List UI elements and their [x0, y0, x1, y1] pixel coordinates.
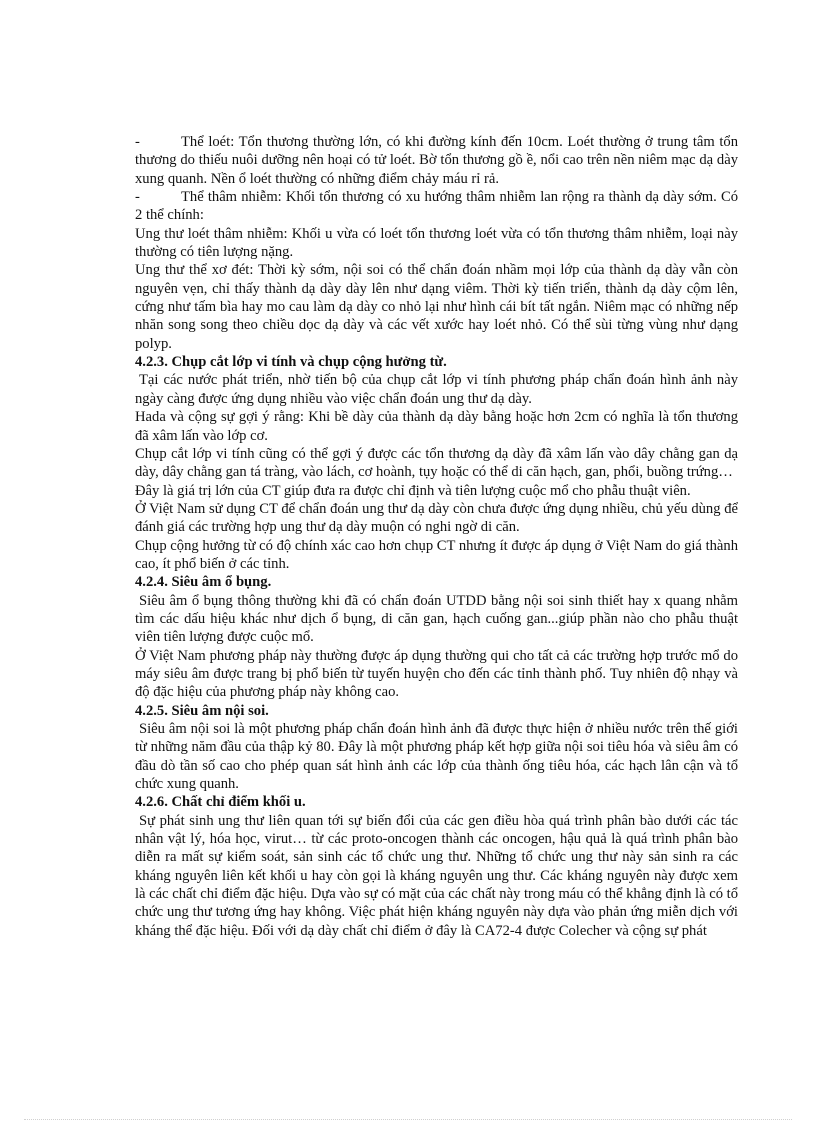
- body-paragraph: [135, 500, 738, 537]
- body-paragraph: [135, 592, 738, 647]
- paragraph-text: Hada và cộng sự gợi ý rằng: Khi bề dày của thành dạ dày bằng hoặc hơn 2cm có nghĩa là tổn thương đã xâm lấn vào lớp cơ.: [135, 409, 738, 444]
- paragraph-text: Ở Việt Nam phương pháp này thường được áp dụng thường qui cho tất cả các trường hợp trước mổ do máy siêu âm được trang bị phổ biến từ tuyến huyện cho đến các tỉnh thành phố. Tuy nhiên độ nhạy và độ đặc hiệu của phương pháp này không cao.: [135, 647, 738, 701]
- page-bottom-rule: [24, 1119, 792, 1120]
- body-paragraph: [135, 812, 738, 940]
- body-paragraph: [135, 720, 738, 793]
- body-paragraph: [135, 188, 738, 225]
- paragraph-text: Tại các nước phát triển, nhờ tiến bộ của chụp cắt lớp vi tính phương pháp chẩn đoán hình ảnh này ngày càng được ứng dụng nhiều vào việc chẩn đoán ung thư dạ dày.: [135, 372, 738, 407]
- paragraph-text: Siêu âm ổ bụng thông thường khi đã có chẩn đoán UTDD bằng nội soi sinh thiết hay x quang nhằm tìm các dấu hiệu khác như dịch ổ bụng, di căn gan, hạch cuống gan...giúp phần nào cho phẫu thuật viên tiên lượng được cuộc mổ.: [135, 592, 738, 646]
- body-paragraph: [135, 408, 738, 445]
- paragraph-text: Ung thư loét thâm nhiễm: Khối u vừa có loét tổn thương loét vừa có tổn thương thâm nhiễm, loại này thường có tiên lượng nặng.: [135, 225, 738, 261]
- paragraph-text: Ung thư thể xơ đét: Thời kỳ sớm, nội soi có thể chẩn đoán nhầm mọi lớp của thành dạ dày vẫn còn nguyên vẹn, chỉ thấy thành dạ dày dày lên như dạng viêm. Thời kỳ tiến triển, thành dạ dày cộm lên, cứng như tấm bìa hay mo cau làm dạ dày co nhỏ lại như hình cái bít tất ngắn. Niêm mạc có những nếp nhăn song song theo chiều dọc dạ dày và các vết xước hay loét nhỏ. Có thể sùi từng vùng như dạng polyp.: [135, 262, 738, 352]
- section-heading: [135, 793, 738, 811]
- body-paragraph: [135, 482, 738, 500]
- body-paragraph: [135, 647, 738, 702]
- body-paragraph: [135, 133, 738, 188]
- section-heading: [135, 573, 738, 591]
- list-dash-marker: -: [135, 134, 140, 150]
- section-heading-text: 4.2.3. Chụp cắt lớp vi tính và chụp cộng hưởng từ.: [135, 354, 447, 371]
- paragraph-text: Siêu âm nội soi là một phương pháp chẩn đoán hình ảnh đã được thực hiện ở nhiều nước trên thế giới từ những năm đầu của thập kỷ 80. Đây là một phương pháp kết hợp giữa nội soi tiêu hóa và siêu âm có đầu dò tần số cao cho phép quan sát hình ảnh các lớp của thành ống tiêu hóa, các hạch lân cận và tổ chức xung quanh.: [135, 721, 738, 793]
- paragraph-text: Ở Việt Nam sử dụng CT để chẩn đoán ung thư dạ dày còn chưa được ứng dụng nhiều, chủ yếu dùng để đánh giá các trường hợp ung thư dạ dày muộn có nghi ngờ di căn.: [135, 500, 738, 536]
- section-heading: [135, 353, 738, 371]
- paragraph-text: Sự phát sinh ung thư liên quan tới sự biến đổi của các gen điều hòa quá trình phân bào dưới các tác nhân vật lý, hóa học, virut… từ các proto-oncogen thành các oncogen, hậu quả là quá trình phân bào diễn ra mất sự kiểm soát, sản sinh các tổ chức ung thư. Những tổ chức ung thư này sản sinh ra các kháng nguyên liên kết khối u hay còn gọi là kháng nguyên ung thư. Các kháng nguyên này được xem là các chất chỉ điểm đặc hiệu. Dựa vào sự có mặt của các chất này trong máu có thể khẳng định là có tổ chức ung thư tương ứng hay không. Việc phát hiện kháng nguyên này dựa vào phản ứng miễn dịch với kháng thể đặc hiệu. Đối với dạ dày chất chỉ điểm ở đây là CA72-4 được Colecher và cộng sự phát: [135, 812, 738, 939]
- body-paragraph: [135, 445, 738, 482]
- body-paragraph: [135, 537, 738, 574]
- section-heading-text: 4.2.6. Chất chỉ điểm khối u.: [135, 794, 306, 811]
- body-paragraph: [135, 261, 738, 353]
- paragraph-text: Chụp cộng hưởng từ có độ chính xác cao hơn chụp CT nhưng ít được áp dụng ở Việt Nam do giá thành cao, ít phổ biến ở các tỉnh.: [135, 537, 738, 572]
- body-paragraph: [135, 371, 738, 408]
- page-body: [135, 133, 738, 940]
- paragraph-text: Chụp cắt lớp vi tính cũng có thể gợi ý được các tổn thương dạ dày đã xâm lấn vào dây chằng gan dạ dày, dây chằng gan tá tràng, vào lách, cơ hoành, tụy hoặc có thể di căn hạch, gan, phổi, buồng trứng…: [135, 445, 738, 481]
- list-dash-marker: -: [135, 189, 140, 206]
- section-heading-text: 4.2.5. Siêu âm nội soi.: [135, 702, 269, 719]
- paragraph-text: Thể loét: Tổn thương thường lớn, có khi đường kính đến 10cm. Loét thường ở trung tâm tổn thương do thiếu nuôi dưỡng nên hoại có tử loét. Bờ tổn thương gồ ề, nổi cao trên nền niêm mạc dạ dày xung quanh. Nền ổ loét thường có những điểm chảy máu rỉ rả.: [135, 134, 738, 187]
- section-heading: [135, 702, 738, 720]
- section-heading-text: 4.2.4. Siêu âm ổ bụng.: [135, 574, 272, 591]
- paragraph-text: Thể thâm nhiễm: Khối tổn thương có xu hướng thâm nhiễm lan rộng ra thành dạ dày sớm. Có 2 thể chính:: [135, 189, 738, 224]
- paragraph-text: Đây là giá trị lớn của CT giúp đưa ra được chỉ định và tiên lượng cuộc mổ cho phẫu thuật viên.: [135, 482, 691, 499]
- body-paragraph: [135, 225, 738, 262]
